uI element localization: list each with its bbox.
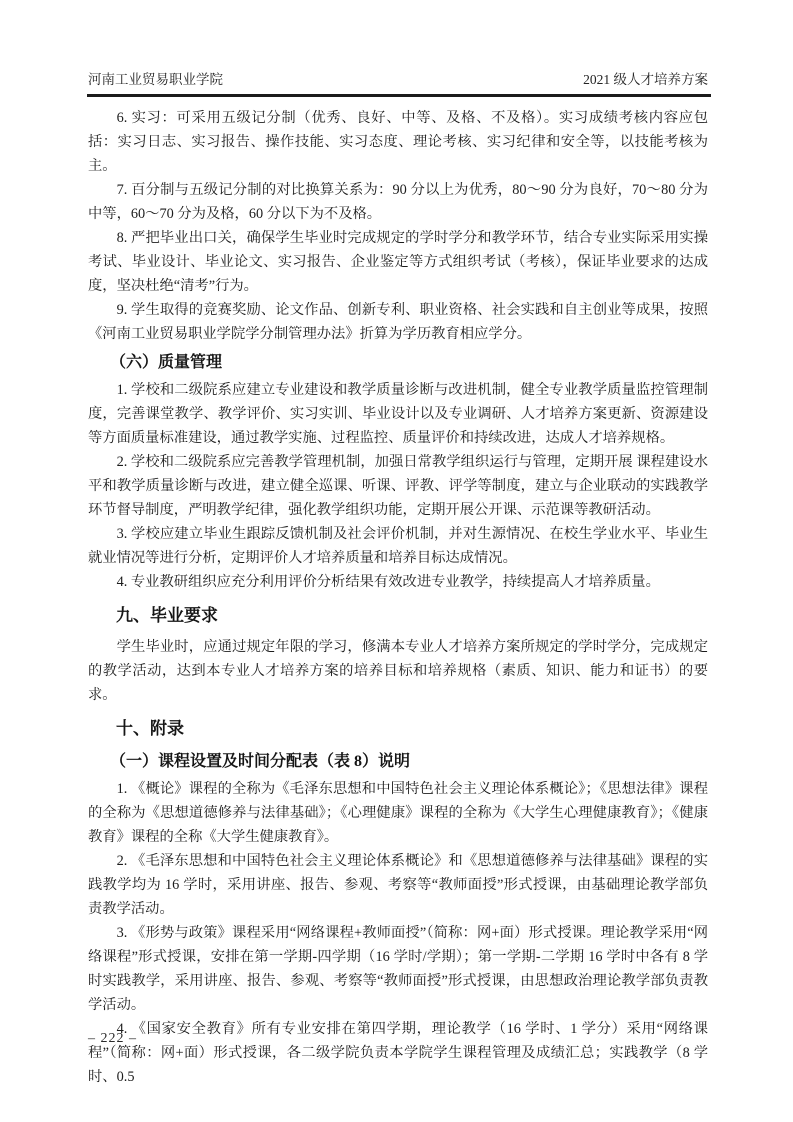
paragraph-quality-4: 4. 专业教研组织应充分利用评价分析结果有效改进专业教学，持续提高人才培养质量。 xyxy=(116,574,660,590)
heading-appendix: 十、附录 xyxy=(116,719,184,738)
document-body xyxy=(88,106,708,1089)
heading-quality-management: （六）质量管理 xyxy=(110,354,223,371)
paragraph-quality-3: 3. 学校应建立毕业生跟踪反馈机制及社会评价机制，并对生源情况、在校生学业水平、毕业生就业情况等进行分析，定期评价人才培养质量和培养目标达成情况。 xyxy=(88,526,708,566)
paragraph-note-4: 4. 《国家安全教育》所有专业安排在第四学期，理论教学（16 学时、1 学分）采用“网络课程”（简称：网+面）形式授课，各二级学院负责本学院学生课程管理及成绩汇总；实践教学（8 学时、0.5 xyxy=(88,1021,708,1085)
paragraph-credit-conversion: 9. 学生取得的竞赛奖励、论文作品、创新专利、职业资格、社会实践和自主创业等成果，按照《河南工业贸易职业学院学分制管理办法》折算为学历教育相应学分。 xyxy=(88,302,708,342)
paragraph-score-conversion: 7. 百分制与五级记分制的对比换算关系为：90 分以上为优秀，80～90 分为良好，70～80 分为中等，60～70 分为及格，60 分以下为不及格。 xyxy=(88,182,708,222)
page-header xyxy=(88,70,708,90)
paragraph-note-1: 1. 《概论》课程的全称为《毛泽东思想和中国特色社会主义理论体系概论》；《思想法律》课程的全称为《思想道德修养与法律基础》；《心理健康》课程的全称为《大学生心理健康教育》；《健康教育》课程的全称《大学生健康教育》。 xyxy=(88,781,708,845)
header-rule xyxy=(87,94,711,97)
heading-graduation-requirements: 九、毕业要求 xyxy=(116,606,218,625)
heading-course-schedule-notes: （一）课程设置及时间分配表（表 8）说明 xyxy=(110,753,411,770)
header-doc-title: 2021 级人才培养方案 xyxy=(583,72,708,87)
paragraph-note-2: 2. 《毛泽东思想和中国特色社会主义理论体系概论》和《思想道德修养与法律基础》课程的实践教学均为 16 学时，采用讲座、报告、参观、考察等“教师面授”形式授课，由基础理论教学部负责教学活动。 xyxy=(88,853,708,917)
header-school-name: 河南工业贸易职业学院 xyxy=(88,72,223,87)
page-number: – 222 – xyxy=(88,1031,137,1046)
page-footer xyxy=(88,1031,137,1047)
paragraph-note-3: 3. 《形势与政策》课程采用“网络课程+教师面授”（简称：网+面）形式授课。理论教学采用“网络课程”形式授课，安排在第一学期-四学期（16 学时/学期）；第一学期-二学期 16 学时中各有 8 学时实践教学，采用讲座、报告、参观、考察等“教师面授”形式授课，由思想政治理论教学部负责教学活动。 xyxy=(88,925,708,1013)
paragraph-graduation-requirements: 学生毕业时，应通过规定年限的学习，修满本专业人才培养方案所规定的学时学分，完成规定的教学活动，达到本专业人才培养方案的培养目标和培养规格（素质、知识、能力和证书）的要求。 xyxy=(88,639,708,703)
paragraph-graduation-exit: 8. 严把毕业出口关，确保学生毕业时完成规定的学时学分和教学环节，结合专业实际采用实操考试、毕业设计、毕业论文、实习报告、企业鉴定等方式组织考试（考核），保证毕业要求的达成度，坚决杜绝“清考”行为。 xyxy=(88,230,708,294)
paragraph-internship-grading: 6. 实习：可采用五级记分制（优秀、良好、中等、及格、不及格）。实习成绩考核内容应包括：实习日志、实习报告、操作技能、实习态度、理论考核、实习纪律和安全等，以技能考核为主。 xyxy=(88,110,708,174)
paragraph-quality-1: 1. 学校和二级院系应建立专业建设和教学质量诊断与改进机制，健全专业教学质量监控管理制度，完善课堂教学、教学评价、实习实训、毕业设计以及专业调研、人才培养方案更新、资源建设等方面质量标准建设，通过教学实施、过程监控、质量评价和持续改进，达成人才培养规格。 xyxy=(88,382,708,446)
paragraph-quality-2: 2. 学校和二级院系应完善教学管理机制，加强日常教学组织运行与管理，定期开展 课程建设水平和教学质量诊断与改进，建立健全巡课、听课、评教、评学等制度，建立与企业联动的实践教学环节督导制度，严明教学纪律，强化教学组织功能，定期开展公开课、示范课等教研活动。 xyxy=(88,454,708,518)
